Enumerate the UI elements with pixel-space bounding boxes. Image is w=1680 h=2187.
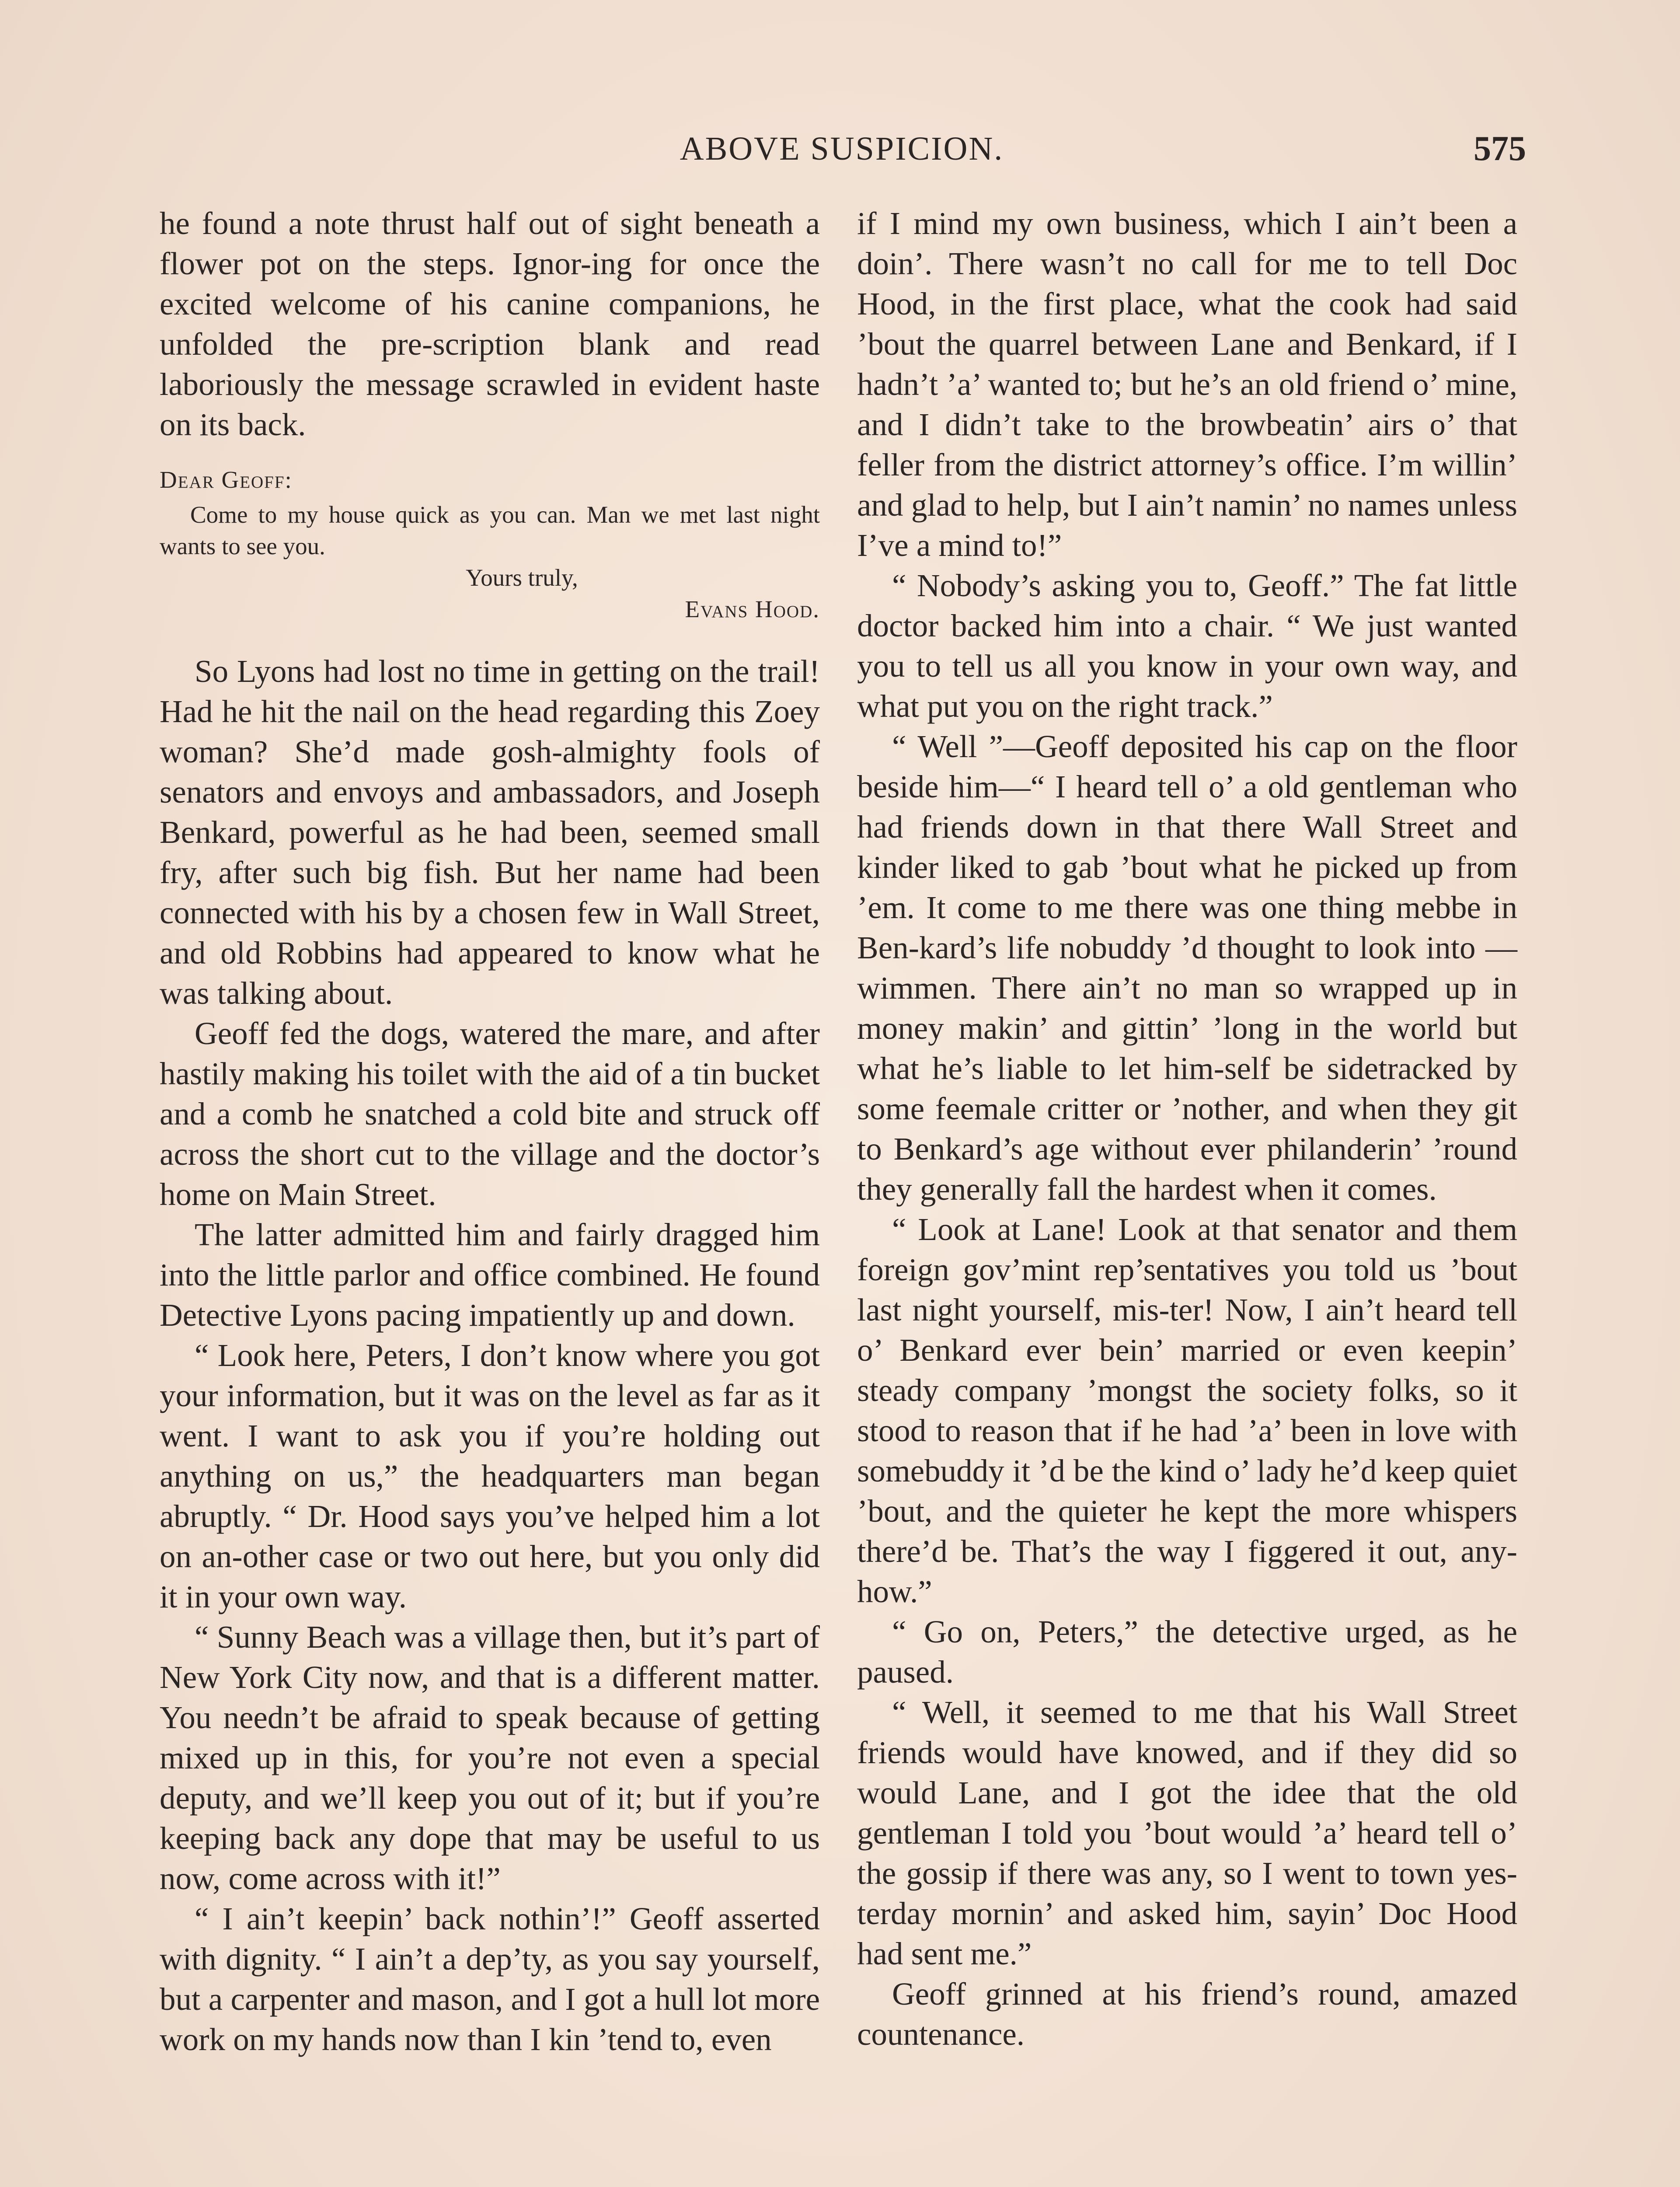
paragraph: Geoff fed the dogs, watered the mare, and after hastily making his toilet with the aid of a tin bucket and a comb he snatched a cold bite and struck off across the short cut to the village and the doctor’s home on Main Street.	[160, 1016, 820, 1212]
letter-note	[160, 464, 820, 625]
paragraph: “ Nobody’s asking you to, Geoff.” The fat little doctor backed him into a chair. “ We just wanted you to tell us all you know in your own way, and what put you on the right track.”	[857, 568, 1517, 724]
letter-signature: Evans Hood.	[685, 596, 820, 622]
paragraph: “ Well ”—Geoff deposited his cap on the floor beside him—“ I heard tell o’ a old gentleman who had friends down in that there Wall Street and kinder liked to gab ’bout what he picked up from ’em. It come to me there was one thing mebbe in Ben-kard’s life nobuddy ’d thought to look into —wimmen. There ain’t no man so wrapped up in money makin’ and gittin’ ’long in the world but what he’s liable to let him-self be sidetracked by some feemale critter or ’nother, and when they git to Benkard’s age without ever philanderin’ ’round they generally fall the hardest when it comes.	[857, 729, 1517, 1207]
right-column	[857, 203, 1517, 2054]
paragraph: The latter admitted him and fairly dragged him into the little parlor and office combined. He found Detective Lyons pacing impatiently up and down.	[160, 1217, 820, 1333]
paragraph: “ Look here, Peters, I don’t know where you got your information, but it was on the level as far as it went. I want to ask you if you’re holding out anything on us,” the headquarters man began abruptly. “ Dr. Hood says you’ve helped him a lot on an-other case or two out here, but you only did it in your own way.	[160, 1338, 820, 1614]
paragraph: “ Go on, Peters,” the detective urged, as he paused.	[857, 1614, 1517, 1690]
page-number: 575	[1474, 129, 1526, 168]
letter-closing: Yours truly,	[466, 564, 578, 591]
paragraph: So Lyons had lost no time in getting on the trail! Had he hit the nail on the head regarding this Zoey woman? She’d made gosh-almighty fools of senators and envoys and ambassadors, and Joseph Benkard, powerful as he had been, seemed small fry, after such big fish. But her name had been connected with his by a chosen few in Wall Street, and old Robbins had appeared to know what he was talking about.	[160, 653, 820, 1011]
letter-salutation: Dear Geoff:	[160, 466, 293, 493]
paragraph: if I mind my own business, which I ain’t been a doin’. There wasn’t no call for me to tell Doc Hood, in the first place, what the cook had said ’bout the quarrel between Lane and Benkard, if I hadn’t ’a’ wanted to; but he’s an old friend o’ mine, and I didn’t take to the browbeatin’ airs o’ that feller from the district attorney’s office. I’m willin’ and glad to help, but I ain’t namin’ no names unless I’ve a mind to!”	[857, 206, 1517, 563]
paragraph: “ I ain’t keepin’ back nothin’!” Geoff asserted with dignity. “ I ain’t a dep’ty, as you say yourself, but a carpenter and mason, and I got a hull lot more work on my hands now than I kin ’tend to, even	[160, 1901, 820, 2057]
paragraph: he found a note thrust half out of sight beneath a flower pot on the steps. Ignor-ing for once the excited welcome of his canine companions, he unfolded the pre-scription blank and read laboriously the message scrawled in evident haste on its back.	[160, 206, 820, 442]
paragraph: “ Look at Lane! Look at that senator and them foreign gov’mint rep’sentatives you told us ’bout last night yourself, mis-ter! Now, I ain’t heard tell o’ Benkard ever bein’ married or even keepin’ steady company ’mongst the society folks, so it stood to reason that if he had ’a’ been in love with somebuddy it ’d be the kind o’ lady he’d keep quiet ’bout, and the quieter he kept the more whispers there’d be. That’s the way I figgered it out, any-how.”	[857, 1212, 1517, 1609]
running-head	[157, 125, 1526, 173]
running-title: ABOVE SUSPICION.	[680, 130, 1004, 167]
paragraph: “ Well, it seemed to me that his Wall Street friends would have knowed, and if they did so would Lane, and I got the idee that the old gentleman I told you ’bout would ’a’ heard tell o’ the gossip if there was any, so I went to town yes-terday mornin’ and asked him, sayin’ Doc Hood had sent me.”	[857, 1694, 1517, 1971]
paragraph: “ Sunny Beach was a village then, but it’s part of New York City now, and that is a different matter. You needn’t be afraid to speak because of getting mixed up in this, for you’re not even a special deputy, and we’ll keep you out of it; but if you’re keeping back any dope that may be useful to us now, come across with it!”	[160, 1619, 820, 1896]
letter-body: Come to my house quick as you can. Man we met last night wants to see you.	[160, 501, 820, 559]
left-column	[160, 203, 820, 2060]
paragraph: Geoff grinned at his friend’s round, amazed countenance.	[857, 1976, 1517, 2052]
